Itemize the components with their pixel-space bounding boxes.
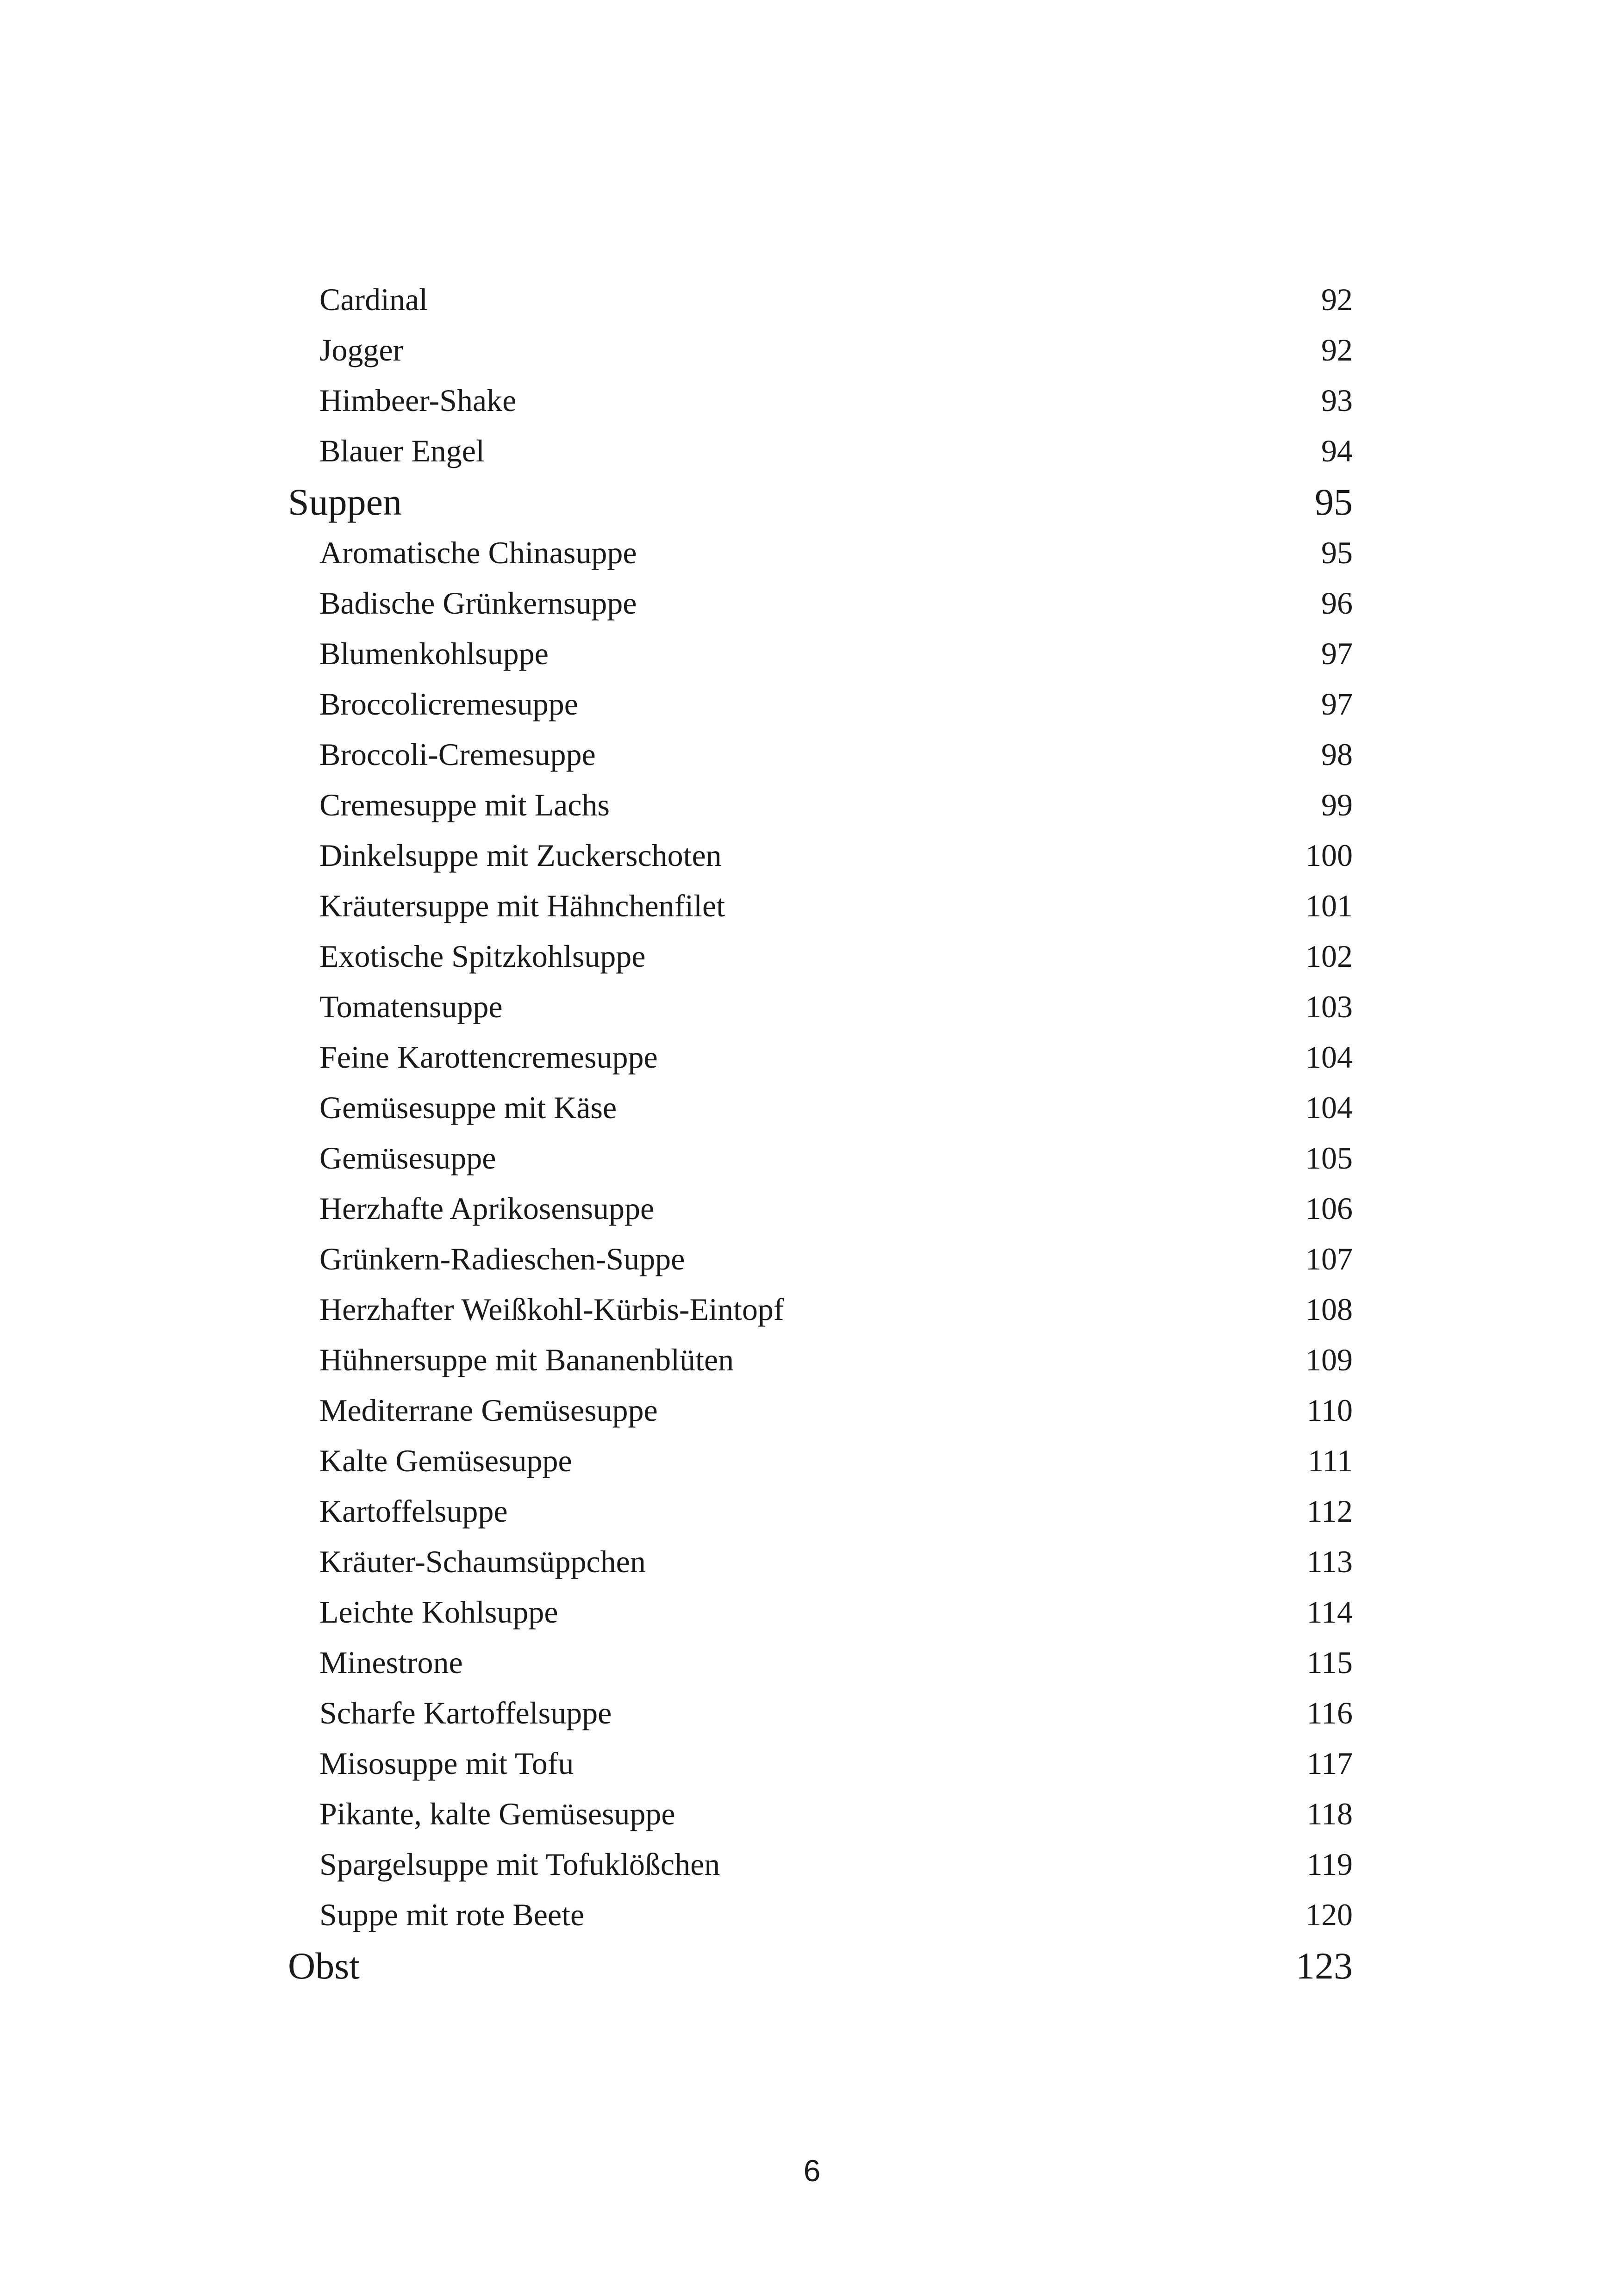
toc-entry-page: 109 (1305, 1342, 1353, 1377)
toc-entry-page: 110 (1306, 1393, 1353, 1428)
toc-entry-title: Jogger (319, 332, 404, 367)
toc-entry (288, 982, 1353, 1032)
toc-entry-page: 106 (1305, 1191, 1353, 1226)
toc-entry (288, 325, 1353, 375)
toc-entry-title: Misosuppe mit Tofu (319, 1746, 574, 1781)
toc-entry-page: 103 (1305, 989, 1353, 1024)
toc-entry-title: Exotische Spitzkohlsuppe (319, 939, 646, 974)
toc-entry-page: 120 (1305, 1897, 1353, 1932)
toc-entry (288, 1083, 1353, 1133)
toc-entry (288, 1738, 1353, 1789)
toc-entry-title: Broccolicremesuppe (319, 686, 578, 722)
toc-entry (288, 1637, 1353, 1688)
toc-entry (288, 578, 1353, 628)
toc-entry (288, 274, 1353, 325)
toc-entry (288, 1688, 1353, 1738)
toc-entry (288, 1183, 1353, 1234)
toc-entry (288, 1436, 1353, 1486)
toc-entry-title: Herzhafte Aprikosensuppe (319, 1191, 655, 1226)
toc-entry-title: Leichte Kohlsuppe (319, 1594, 558, 1630)
toc-entry-title: Scharfe Kartoffelsuppe (319, 1695, 612, 1730)
toc-entry (288, 830, 1353, 881)
toc-entry-title: Kräuter-Schaumsüppchen (319, 1544, 646, 1579)
toc-entry-page: 97 (1321, 636, 1353, 671)
toc-entry-page: 112 (1306, 1493, 1353, 1529)
toc-entry-title: Grünkern-Radieschen-Suppe (319, 1241, 685, 1276)
toc-entry-title: Himbeer-Shake (319, 383, 517, 418)
toc-section-page: 123 (1296, 1945, 1353, 1987)
toc-entry-title: Broccoli-Cremesuppe (319, 737, 596, 772)
toc-entry-page: 108 (1305, 1292, 1353, 1327)
toc-entry-title: Dinkelsuppe mit Zuckerschoten (319, 838, 722, 873)
toc-entry-title: Suppe mit rote Beete (319, 1897, 585, 1932)
toc-entry-title: Spargelsuppe mit Tofuklößchen (319, 1847, 720, 1882)
toc-section-title: Obst (288, 1945, 360, 1987)
toc-entry-page: 104 (1305, 1090, 1353, 1125)
table-of-contents (288, 274, 1353, 1991)
toc-entry-page: 114 (1306, 1594, 1353, 1630)
toc-entry-title: Minestrone (319, 1645, 463, 1680)
page-number: 6 (803, 2153, 821, 2188)
toc-entry-page: 101 (1305, 888, 1353, 923)
toc-entry-page: 92 (1321, 332, 1353, 367)
toc-entry-page: 94 (1321, 433, 1353, 468)
toc-entry-title: Gemüsesuppe (319, 1140, 496, 1176)
toc-entry-title: Herzhafter Weißkohl-Kürbis-Eintopf (319, 1292, 784, 1327)
toc-entry-page: 95 (1321, 535, 1353, 570)
toc-entry-page: 93 (1321, 383, 1353, 418)
toc-entry-page: 104 (1305, 1039, 1353, 1075)
toc-entry-title: Kalte Gemüsesuppe (319, 1443, 572, 1478)
toc-entry (288, 1890, 1353, 1940)
toc-entry-title: Blumenkohlsuppe (319, 636, 549, 671)
toc-entry-page: 102 (1305, 939, 1353, 974)
toc-entry (288, 1032, 1353, 1083)
toc-entry (288, 1335, 1353, 1385)
toc-entry-page: 100 (1305, 838, 1353, 873)
toc-entry-page: 96 (1321, 585, 1353, 621)
toc-entry (288, 729, 1353, 780)
toc-entry (288, 1537, 1353, 1587)
toc-entry-title: Badische Grünkernsuppe (319, 585, 637, 621)
toc-entry-page: 119 (1306, 1847, 1353, 1882)
toc-entry-page: 97 (1321, 686, 1353, 722)
toc-entry-page: 117 (1306, 1746, 1353, 1781)
toc-section-heading (288, 476, 1353, 528)
toc-entry-page: 111 (1308, 1443, 1353, 1478)
toc-entry-page: 105 (1305, 1140, 1353, 1176)
toc-entry (288, 1234, 1353, 1284)
toc-entry-title: Blauer Engel (319, 433, 485, 468)
toc-entry-title: Aromatische Chinasuppe (319, 535, 637, 570)
toc-entry (288, 780, 1353, 830)
toc-entry-page: 113 (1306, 1544, 1353, 1579)
toc-entry (288, 528, 1353, 578)
toc-section-title: Suppen (288, 481, 402, 523)
toc-entry (288, 931, 1353, 982)
toc-entry (288, 1284, 1353, 1335)
toc-entry-title: Feine Karottencremesuppe (319, 1039, 658, 1075)
toc-entry-title: Kartoffelsuppe (319, 1493, 508, 1529)
toc-entry-title: Pikante, kalte Gemüsesuppe (319, 1796, 675, 1831)
toc-entry (288, 1839, 1353, 1890)
toc-entry (288, 679, 1353, 729)
toc-entry (288, 1789, 1353, 1839)
toc-section-page: 95 (1315, 481, 1353, 523)
toc-section-heading (288, 1940, 1353, 1991)
toc-entry (288, 426, 1353, 476)
toc-entry-title: Kräutersuppe mit Hähnchenfilet (319, 888, 725, 923)
toc-entry (288, 1587, 1353, 1637)
toc-entry (288, 1486, 1353, 1537)
toc-entry-page: 118 (1306, 1796, 1353, 1831)
toc-entry-page: 107 (1305, 1241, 1353, 1276)
toc-entry-page: 98 (1321, 737, 1353, 772)
toc-entry (288, 375, 1353, 426)
toc-entry-title: Cremesuppe mit Lachs (319, 787, 610, 822)
toc-entry (288, 881, 1353, 931)
toc-entry (288, 1133, 1353, 1183)
toc-entry-title: Tomatensuppe (319, 989, 503, 1024)
toc-entry-title: Gemüsesuppe mit Käse (319, 1090, 617, 1125)
toc-entry-title: Cardinal (319, 282, 428, 317)
toc-entry-page: 92 (1321, 282, 1353, 317)
toc-entry (288, 628, 1353, 679)
toc-entry-page: 99 (1321, 787, 1353, 822)
toc-entry-page: 116 (1306, 1695, 1353, 1730)
toc-entry-title: Mediterrane Gemüsesuppe (319, 1393, 658, 1428)
toc-entry-title: Hühnersuppe mit Bananenblüten (319, 1342, 734, 1377)
toc-entry-page: 115 (1306, 1645, 1353, 1680)
toc-entry (288, 1385, 1353, 1436)
